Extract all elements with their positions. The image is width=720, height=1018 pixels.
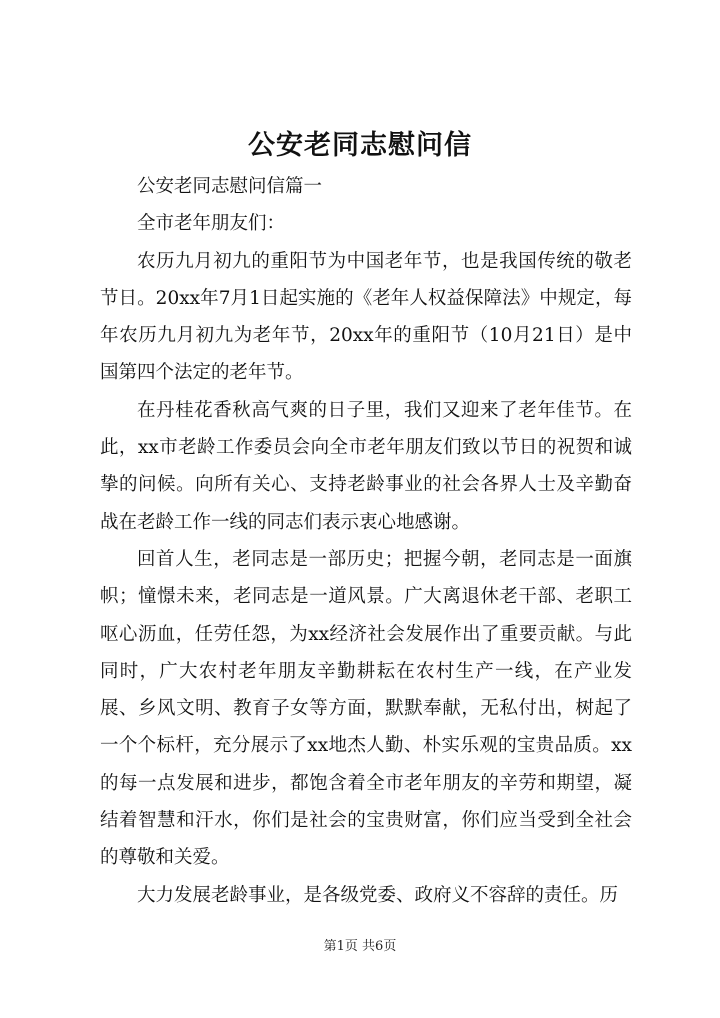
subtitle-paragraph: 公安老同志慰问信篇一 bbox=[137, 176, 323, 197]
body-paragraph: 回首人生，老同志是一部历史；把握今朝，老同志是一面旗帜；憧憬未来，老同志是一道风景。广大离退休老干部、老职工呕心沥血，任劳任怨，为xx经济社会发展作出了重要贡献。与此同时，广大农村老年朋友辛勤耕耘在农村生产一线，在产业发展、乡风文明、教育子女等方面，默默奉献，无私付出，树起了一个个标杆，充分展示了xx地杰人勤、朴实乐观的宝贵品质。xx的每一点发展和进步，都饱含着全市老年朋友的辛劳和期望，凝结着智慧和汗水，你们是社会的宝贵财富，你们应当受到全社会的尊敬和关爱。 bbox=[100, 548, 632, 869]
body-paragraph: 农历九月初九的重阳节为中国老年节，也是我国传统的敬老节日。20xx年7月1日起实施的《老年人权益保障法》中规定，每年农历九月初九为老年节，20xx年的重阳节（10月21日）是中国第四个法定的老年节。 bbox=[100, 250, 632, 384]
document-title: 公安老同志慰问信 bbox=[248, 130, 472, 161]
page-number-footer: 第1页 共6页 bbox=[323, 939, 397, 954]
salutation-paragraph: 全市老年朋友们： bbox=[137, 213, 286, 235]
body-paragraph: 在丹桂花香秋高气爽的日子里，我们又迎来了老年佳节。在此，xx市老龄工作委员会向全市老年朋友们致以节日的祝贺和诚挚的问候。向所有关心、支持老龄事业的社会各界人士及辛勤奋战在老龄工作一线的同志们表示衷心地感谢。 bbox=[100, 399, 632, 533]
document-body bbox=[100, 168, 632, 914]
body-paragraph: 大力发展老龄事业，是各级党委、政府义不容辞的责任。历 bbox=[137, 884, 619, 906]
